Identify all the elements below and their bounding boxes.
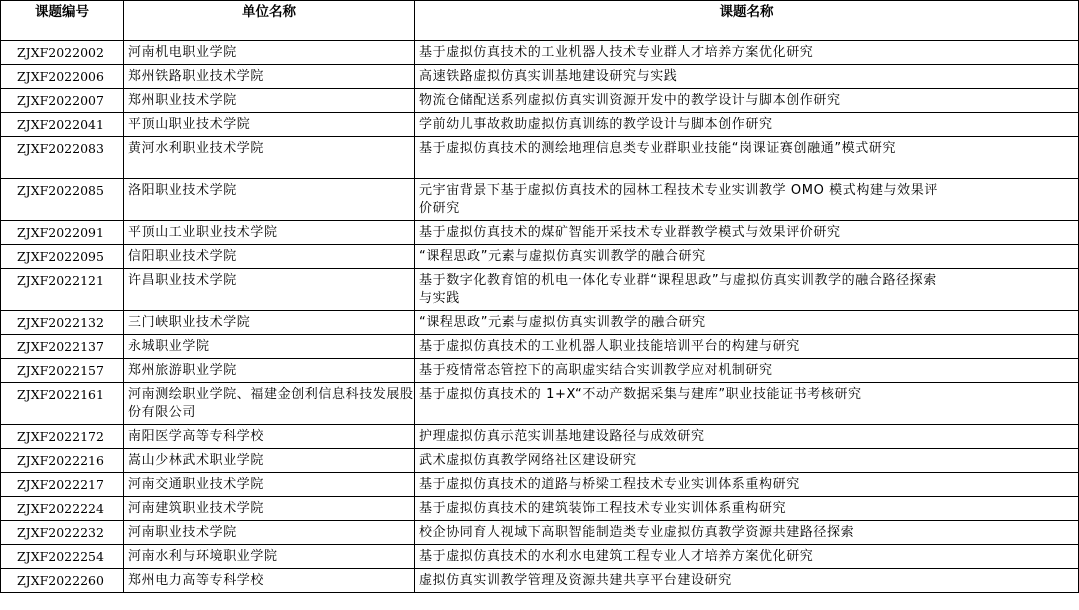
project-code: ZJXF2022216 xyxy=(1,449,124,473)
project-code: ZJXF2022260 xyxy=(1,569,124,593)
project-code: ZJXF2022161 xyxy=(1,383,124,425)
project-code: ZJXF2022091 xyxy=(1,221,124,245)
unit-name: 河南水利与环境职业学院 xyxy=(124,545,415,569)
table-row xyxy=(1,221,1079,245)
unit-name: 许昌职业技术学院 xyxy=(124,269,415,311)
header-row xyxy=(1,1,1079,41)
table-row xyxy=(1,449,1079,473)
project-title: 基于虚拟仿真技术的建筑装饰工程技术专业实训体系重构研究 xyxy=(415,497,1079,521)
header-code: 课题编号 xyxy=(1,1,124,41)
project-title: 基于虚拟仿真技术的工业机器人职业技能培训平台的构建与研究 xyxy=(415,335,1079,359)
project-code: ZJXF2022224 xyxy=(1,497,124,521)
project-title: 高速铁路虚拟仿真实训基地建设研究与实践 xyxy=(415,65,1079,89)
header-title: 课题名称 xyxy=(415,1,1079,41)
project-title: “课程思政”元素与虚拟仿真实训教学的融合研究 xyxy=(415,245,1079,269)
project-code: ZJXF2022006 xyxy=(1,65,124,89)
project-code: ZJXF2022254 xyxy=(1,545,124,569)
project-code: ZJXF2022217 xyxy=(1,473,124,497)
table-row xyxy=(1,179,1079,221)
unit-name: 嵩山少林武术职业学院 xyxy=(124,449,415,473)
unit-name: 河南职业技术学院 xyxy=(124,521,415,545)
unit-name: 河南交通职业技术学院 xyxy=(124,473,415,497)
project-title: 基于数字化教育馆的机电一体化专业群“课程思政”与虚拟仿真实训教学的融合路径探索与实践 xyxy=(415,269,1079,311)
project-code: ZJXF2022002 xyxy=(1,41,124,65)
table-row xyxy=(1,335,1079,359)
unit-name: 河南机电职业学院 xyxy=(124,41,415,65)
unit-name: 平顶山职业技术学院 xyxy=(124,113,415,137)
unit-name: 洛阳职业技术学院 xyxy=(124,179,415,221)
project-title: 武术虚拟仿真教学网络社区建设研究 xyxy=(415,449,1079,473)
unit-name: 平顶山工业职业技术学院 xyxy=(124,221,415,245)
project-code: ZJXF2022172 xyxy=(1,425,124,449)
table-row xyxy=(1,521,1079,545)
project-title: 基于虚拟仿真技术的水利水电建筑工程专业人才培养方案优化研究 xyxy=(415,545,1079,569)
project-title: 护理虚拟仿真示范实训基地建设路径与成效研究 xyxy=(415,425,1079,449)
table-row xyxy=(1,65,1079,89)
project-code: ZJXF2022095 xyxy=(1,245,124,269)
table-row xyxy=(1,41,1079,65)
project-title: 学前幼儿事故救助虚拟仿真训练的教学设计与脚本创作研究 xyxy=(415,113,1079,137)
unit-name: 永城职业学院 xyxy=(124,335,415,359)
project-title: 物流仓储配送系列虚拟仿真实训资源开发中的教学设计与脚本创作研究 xyxy=(415,89,1079,113)
table-row xyxy=(1,545,1079,569)
table-row xyxy=(1,569,1079,593)
project-title: 基于虚拟仿真技术的 1+X“不动产数据采集与建库”职业技能证书考核研究 xyxy=(415,383,1079,425)
project-title: 基于虚拟仿真技术的工业机器人技术专业群人才培养方案优化研究 xyxy=(415,41,1079,65)
header-unit: 单位名称 xyxy=(124,1,415,41)
project-title: 虚拟仿真实训教学管理及资源共建共享平台建设研究 xyxy=(415,569,1079,593)
table-row xyxy=(1,89,1079,113)
project-title: 基于虚拟仿真技术的煤矿智能开采技术专业群教学模式与效果评价研究 xyxy=(415,221,1079,245)
table-row xyxy=(1,113,1079,137)
project-title: 基于虚拟仿真技术的测绘地理信息类专业群职业技能“岗课证赛创融通”模式研究 xyxy=(415,137,1079,179)
project-title: 基于虚拟仿真技术的道路与桥梁工程技术专业实训体系重构研究 xyxy=(415,473,1079,497)
project-title: 基于疫情常态管控下的高职虚实结合实训教学应对机制研究 xyxy=(415,359,1079,383)
unit-name: 郑州职业技术学院 xyxy=(124,89,415,113)
table-row xyxy=(1,269,1079,311)
table-row xyxy=(1,425,1079,449)
table-row xyxy=(1,497,1079,521)
project-title: 校企协同育人视域下高职智能制造类专业虚拟仿真教学资源共建路径探索 xyxy=(415,521,1079,545)
table-row xyxy=(1,473,1079,497)
project-code: ZJXF2022085 xyxy=(1,179,124,221)
unit-name: 南阳医学高等专科学校 xyxy=(124,425,415,449)
unit-name: 郑州铁路职业技术学院 xyxy=(124,65,415,89)
unit-name: 黄河水利职业技术学院 xyxy=(124,137,415,179)
table-row xyxy=(1,245,1079,269)
unit-name: 河南建筑职业技术学院 xyxy=(124,497,415,521)
unit-name: 河南测绘职业学院、福建金创利信息科技发展股份有限公司 xyxy=(124,383,415,425)
unit-name: 郑州旅游职业学院 xyxy=(124,359,415,383)
project-title: 元宇宙背景下基于虚拟仿真技术的园林工程技术专业实训教学 OMO 模式构建与效果评价研究 xyxy=(415,179,1079,221)
project-title: “课程思政”元素与虚拟仿真实训教学的融合研究 xyxy=(415,311,1079,335)
table-row xyxy=(1,383,1079,425)
project-code: ZJXF2022232 xyxy=(1,521,124,545)
project-code: ZJXF2022157 xyxy=(1,359,124,383)
table-row xyxy=(1,359,1079,383)
unit-name: 三门峡职业技术学院 xyxy=(124,311,415,335)
project-code: ZJXF2022121 xyxy=(1,269,124,311)
project-code: ZJXF2022007 xyxy=(1,89,124,113)
unit-name: 信阳职业技术学院 xyxy=(124,245,415,269)
table-row xyxy=(1,311,1079,335)
project-code: ZJXF2022083 xyxy=(1,137,124,179)
table-row xyxy=(1,137,1079,179)
project-code: ZJXF2022041 xyxy=(1,113,124,137)
unit-name: 郑州电力高等专科学校 xyxy=(124,569,415,593)
project-code: ZJXF2022132 xyxy=(1,311,124,335)
project-code: ZJXF2022137 xyxy=(1,335,124,359)
